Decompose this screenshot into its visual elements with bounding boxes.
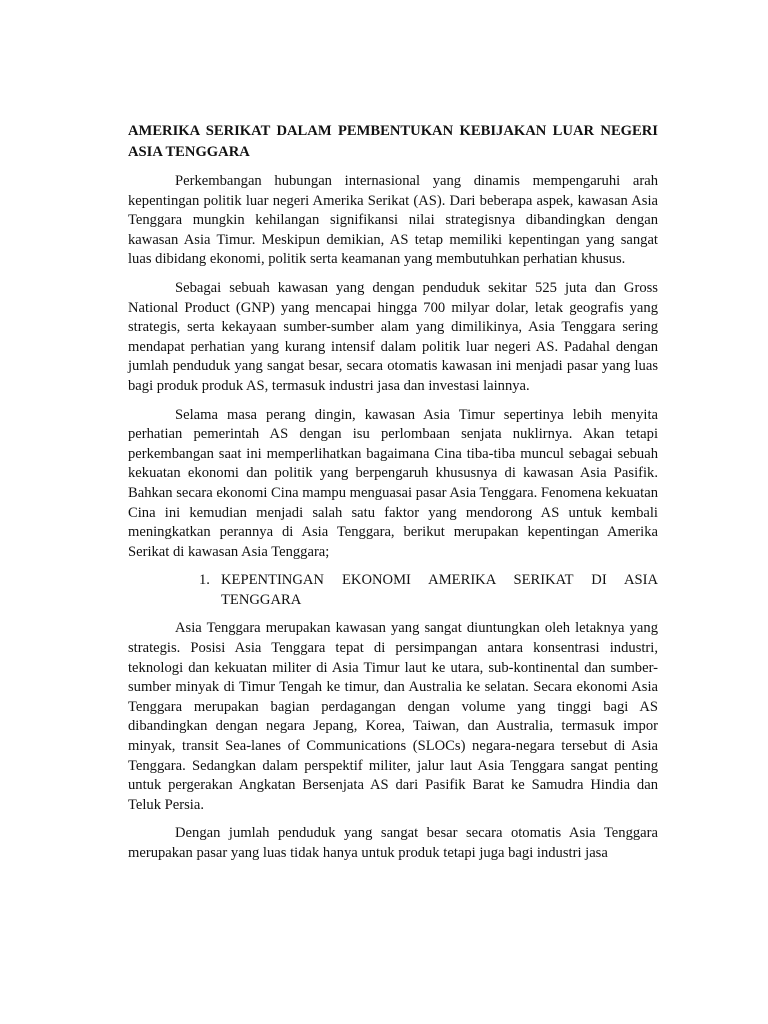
- section-number: 1.: [199, 572, 210, 589]
- paragraph-3: Selama masa perang dingin, kawasan Asia Timur sepertinya lebih menyita perhatian pemerintah AS dengan isu perlombaan senjata nuklirnya. Akan tetapi perkembangan saat ini memperlihatkan bagaimana Cina tiba-tiba muncul sebagai sebuah kekuatan ekonomi dan politik yang berpengaruh khususnya di kawasan Asia Pasifik. Bahkan secara ekonomi Cina mampu menguasai pasar Asia Tenggara. Fenomena kekuatan Cina ini kemudian menjadi salah satu faktor yang mendorong AS untuk kembali meningkatkan perannya di Asia Tenggara, berikut merupakan kepentingan Amerika Serikat di kawasan Asia Tenggara;: [128, 406, 658, 560]
- document-title: AMERIKA SERIKAT DALAM PEMBENTUKAN KEBIJAKAN LUAR NEGERI ASIA TENGGARA: [128, 123, 658, 160]
- document-body: [128, 121, 658, 864]
- paragraph-2: Sebagai sebuah kawasan yang dengan penduduk sekitar 525 juta dan Gross National Product (GNP) yang mencapai hingga 700 milyar dolar, letak geografis yang strategis, serta kekayaan sumber-sumber alam yang dimilikinya, Asia Tenggara sering mendapat perhatian yang kurang intensif dalam politik luar negeri AS. Padahal dengan jumlah penduduk yang sangat besar, secara otomatis kawasan ini menjadi pasar yang luas bagi produk produk AS, termasuk industri jasa dan investasi lainnya.: [128, 279, 658, 394]
- section-heading-item: [128, 571, 658, 610]
- section-paragraph-2: Dengan jumlah penduduk yang sangat besar secara otomatis Asia Tenggara merupakan pasar yang luas tidak hanya untuk produk tetapi juga bagi industri jasa: [128, 825, 658, 861]
- section-heading: KEPENTINGAN EKONOMI AMERIKA SERIKAT DI ASIA TENGGARA: [221, 572, 658, 608]
- paragraph-1: Perkembangan hubungan internasional yang dinamis mempengaruhi arah kepentingan politik luar negeri Amerika Serikat (AS). Dari beberapa aspek, kawasan Asia Tenggara mungkin kehilangan signifikansi nilai strategisnya dibandingkan dengan kawasan Asia Timur. Meskipun demikian, AS tetap memiliki kepentingan yang sangat luas dibidang ekonomi, politik serta keamanan yang membutuhkan perhatian khusus.: [128, 173, 658, 268]
- section-list: [128, 571, 658, 610]
- section-paragraph-1: Asia Tenggara merupakan kawasan yang sangat diuntungkan oleh letaknya yang strategis. Posisi Asia Tenggara tepat di persimpangan antara konsentrasi industri, teknologi dan kekuatan militer di Asia Timur laut ke utara, sub-kontinental dan sumber-sumber minyak di Timur Tengah ke timur, dan Australia ke selatan. Secara ekonomi Asia Tenggara merupakan bagian perdagangan dengan volume yang tinggi bagi AS dibandingkan dengan negara Jepang, Korea, Taiwan, dan Australia, termasuk impor minyak, transit Sea-lanes of Communications (SLOCs) negara-negara tersebut di Asia Tenggara. Sedangkan dalam perspektif militer, jalur laut Asia Tenggara sangat penting untuk pergerakan Angkatan Bersenjata AS dari Pasifik Barat ke Samudra Hindia dan Teluk Persia.: [128, 620, 658, 813]
